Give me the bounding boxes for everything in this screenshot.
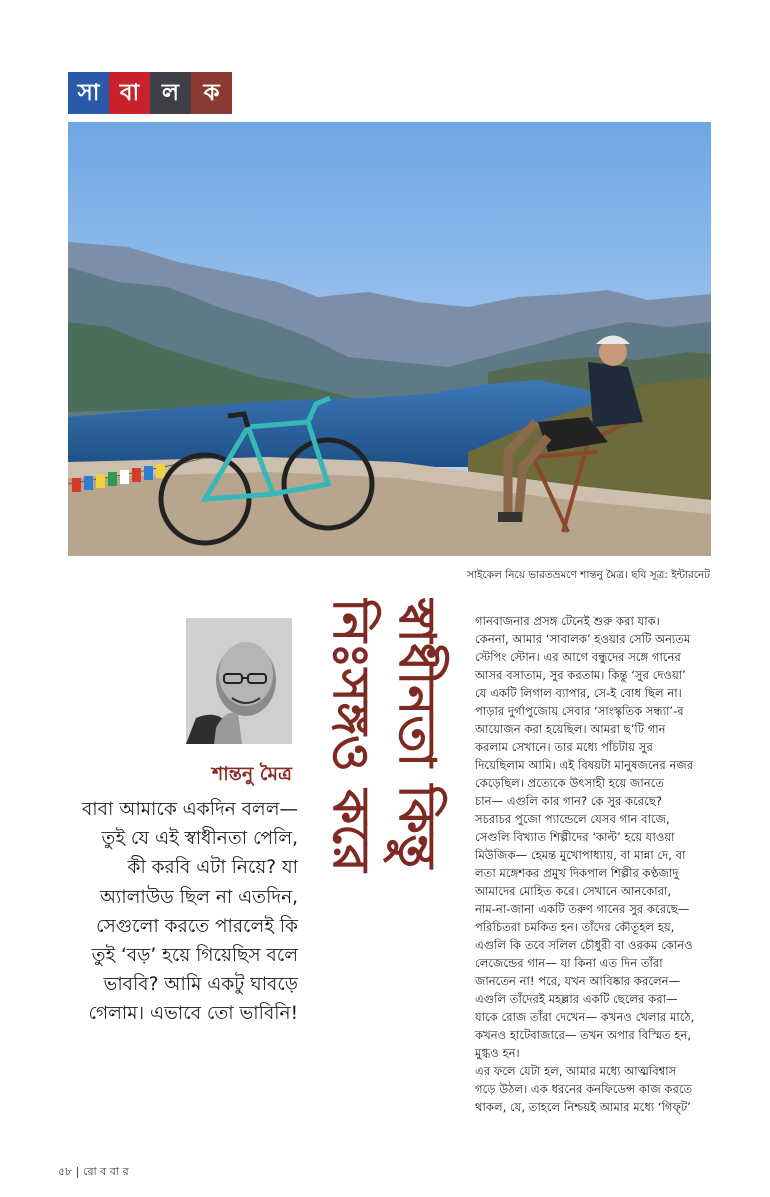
body-line: মিউজিক— হেমন্ত মুখোপাধ্যায়, বা মান্না দে, বা bbox=[475, 848, 686, 862]
body-line: সচরাচর পুজো প্যান্ডেলে যেসব গান বাজে, bbox=[475, 812, 670, 826]
body-line: আয়োজন করা হয়েছিল। আমরা ছ’টি গান bbox=[475, 722, 666, 736]
body-line: মুগ্ধও হন। bbox=[475, 1046, 520, 1060]
body-line: গানবাজনার প্রসঙ্গ টেনেই শুরু করা যাক। bbox=[475, 614, 660, 628]
body-line: আমাদের মোহিত করে। সেখানে আনকোরা, bbox=[475, 884, 672, 898]
masthead-letter-2: বা bbox=[109, 72, 150, 114]
masthead bbox=[68, 72, 232, 114]
body-line: কখনও হাটেবাজারে— তখন অপার বিস্মিত হন, bbox=[475, 1028, 692, 1042]
body-line: পাড়ার দুর্গাপুজোয় সেবার ‘সাংস্কৃতিক সন্ধ্যা’-র bbox=[475, 704, 684, 718]
mountain-lake-illustration bbox=[68, 122, 711, 556]
body-line: সেগুলি বিখ্যাত শিল্পীদের ‘কাল্ট’ হয়ে যাওয়া bbox=[475, 830, 675, 844]
masthead-letter-1: সা bbox=[68, 72, 109, 114]
body-line: পরিচিতরা চমকিত হন। তাঁদের কৌতূহল হয়, bbox=[475, 920, 675, 934]
masthead-letter-3: ল bbox=[150, 72, 191, 114]
body-line: লেজেন্ডের গান— যা কিনা এত দিন তাঁরা bbox=[475, 956, 663, 970]
pull-quote-line: অ্যালাউড ছিল না এতদিন, bbox=[99, 886, 298, 908]
portrait-illustration bbox=[186, 618, 292, 744]
body-line: দিয়েছিলাম আমি। এই বিষয়টা মানুষজনের নজর bbox=[475, 758, 694, 772]
author-name: শান্তনু মৈত্র bbox=[212, 763, 292, 785]
body-line: যাকে রোজ তাঁরা দেখেন— কখনও খেলার মাঠে, bbox=[475, 1010, 695, 1024]
pull-quote-line: তুই যে এই স্বাধীনতা পেলি, bbox=[101, 828, 298, 850]
pull-quote-line: সেগুলো করতে পারলেই কি bbox=[96, 915, 298, 937]
headline-text bbox=[318, 598, 450, 872]
body-line: এগুলি তাঁদেরই মহল্লার একটি ছেলের করা— bbox=[475, 992, 678, 1006]
body-line: যে একটি লিগাল ব্যাপার, সে-ই বোধ ছিল না। bbox=[475, 686, 682, 700]
body-line: এগুলি কি তবে সলিল চৌধুরী বা ওরকম কোনও bbox=[475, 938, 693, 952]
photo-caption: সাইকেল নিয়ে ভারতভ্রমণে শান্তনু মৈত্র। ছবি সূত্র: ইন্টারনেট bbox=[467, 569, 710, 581]
body-line: করলাম সেখানে। তার মধ্যে পাঁচটায় সুর bbox=[475, 740, 653, 754]
body-line: স্টেপিং স্টোন। এর আগে বন্ধুদের সঙ্গে গানের bbox=[475, 650, 681, 664]
masthead-letter-4: ক bbox=[191, 72, 232, 114]
body-line: আসর বসাতাম, সুর করতাম। কিন্তু ‘সুর দেওয়া’ bbox=[475, 668, 686, 682]
article-body bbox=[475, 612, 707, 1116]
pull-quote-line: ভাববি? আমি একটু ঘাবড়ে bbox=[103, 974, 298, 996]
body-line: থাকল, যে, তাহলে নিশ্চয়ই আমার মধ্যে ‘গিফ্‌ট’ bbox=[475, 1100, 691, 1114]
pull-quote-line: কী করবি এটা নিয়ে? যা bbox=[127, 857, 298, 879]
body-line: জানতেন না! পরে, যখন আবিষ্কার করলেন— bbox=[475, 974, 681, 988]
body-line: কেড়েছিল। প্রত্যেকে উৎসাহী হয়ে জানতে bbox=[475, 776, 665, 790]
body-line: গড়ে উঠল। এক ধরনের কনফিডেন্স কাজ করতে bbox=[475, 1082, 693, 1096]
headline-line-1: স্বাধীনতা কিন্তু bbox=[388, 598, 446, 869]
headline bbox=[318, 598, 458, 1048]
pull-quote-line: গেলাম। এভাবে তো ভাবিনি! bbox=[88, 1003, 298, 1025]
pull-quote-line: তুই ‘বড়’ হয়ে গিয়েছিস বলে bbox=[91, 945, 298, 967]
page-folio: ৫৮ | রো ব বা র bbox=[58, 1165, 129, 1178]
author-portrait bbox=[186, 618, 292, 744]
body-line: কেননা, আমার ‘সাবালক’ হওয়ার সেটি অন্যতম bbox=[475, 632, 691, 646]
hero-photo bbox=[68, 122, 711, 556]
pull-quote bbox=[60, 795, 298, 1029]
body-line: লতা মঙ্গেশকর প্রমুখ দিকপাল শিল্পীর কণ্ঠজাদু bbox=[475, 866, 679, 880]
body-line: চান— এগুলি কার গান? কে সুর করেছে? bbox=[475, 794, 663, 808]
pull-quote-line: বাবা আমাকে একদিন বলল— bbox=[82, 799, 298, 820]
body-line: নাম-না-জানা একটি তরুণ গানের সুর করেছে— bbox=[475, 902, 690, 916]
body-line: এর ফলে যেটা হল, আমার মধ্যে আত্মবিশ্বাস bbox=[475, 1064, 677, 1078]
headline-line-2: নিঃসঙ্গও করে bbox=[322, 598, 380, 872]
